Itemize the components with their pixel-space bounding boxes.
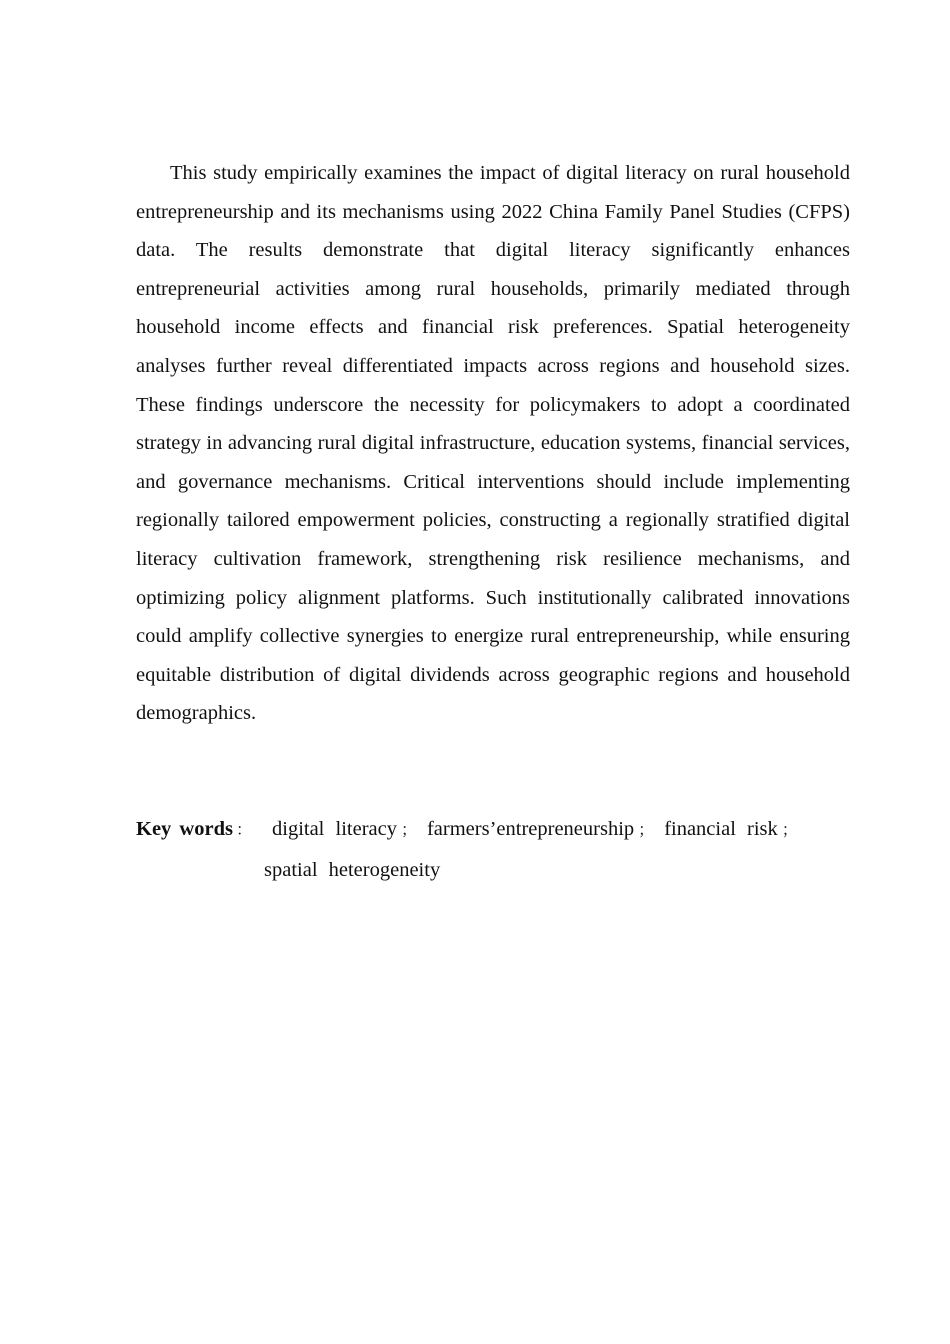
keywords-list (264, 810, 850, 889)
keyword-separator: ； (400, 822, 417, 839)
keyword-item: financial risk (664, 818, 778, 840)
keyword-separator: ； (638, 822, 655, 839)
keywords-colon: ： (235, 822, 252, 839)
keyword-item: spatial heterogeneity (264, 858, 441, 881)
keywords-label-text: Key words (136, 818, 233, 840)
keyword-item: digital literacy (272, 818, 397, 840)
keywords-label (136, 810, 252, 851)
keyword-item: farmers’entrepreneurship (426, 818, 635, 840)
keyword-separator: ； (781, 822, 798, 839)
abstract-paragraph: This study empirically examines the impact of digital literacy on rural household entrepreneurship and its mechanisms using 2022 China Family Panel Studies (CFPS) data. The results demonstrate that digital literacy significantly enhances entrepreneurial activities among rural households, primarily mediated through household income effects and financial risk preferences. Spatial heterogeneity analyses further reveal differentiated impacts across regions and household sizes. These findings underscore the necessity for policymakers to adopt a coordinated strategy in advancing rural digital infrastructure, education systems, financial services, and governance mechanisms. Critical interventions should include implementing regionally tailored empowerment policies, constructing a regionally stratified digital literacy cultivation framework, strengthening risk resilience mechanisms, and optimizing policy alignment platforms. Such institutionally calibrated innovations could amplify collective synergies to energize rural entrepreneurship, while ensuring equitable distribution of digital dividends across geographic regions and household demographics. (136, 162, 850, 725)
